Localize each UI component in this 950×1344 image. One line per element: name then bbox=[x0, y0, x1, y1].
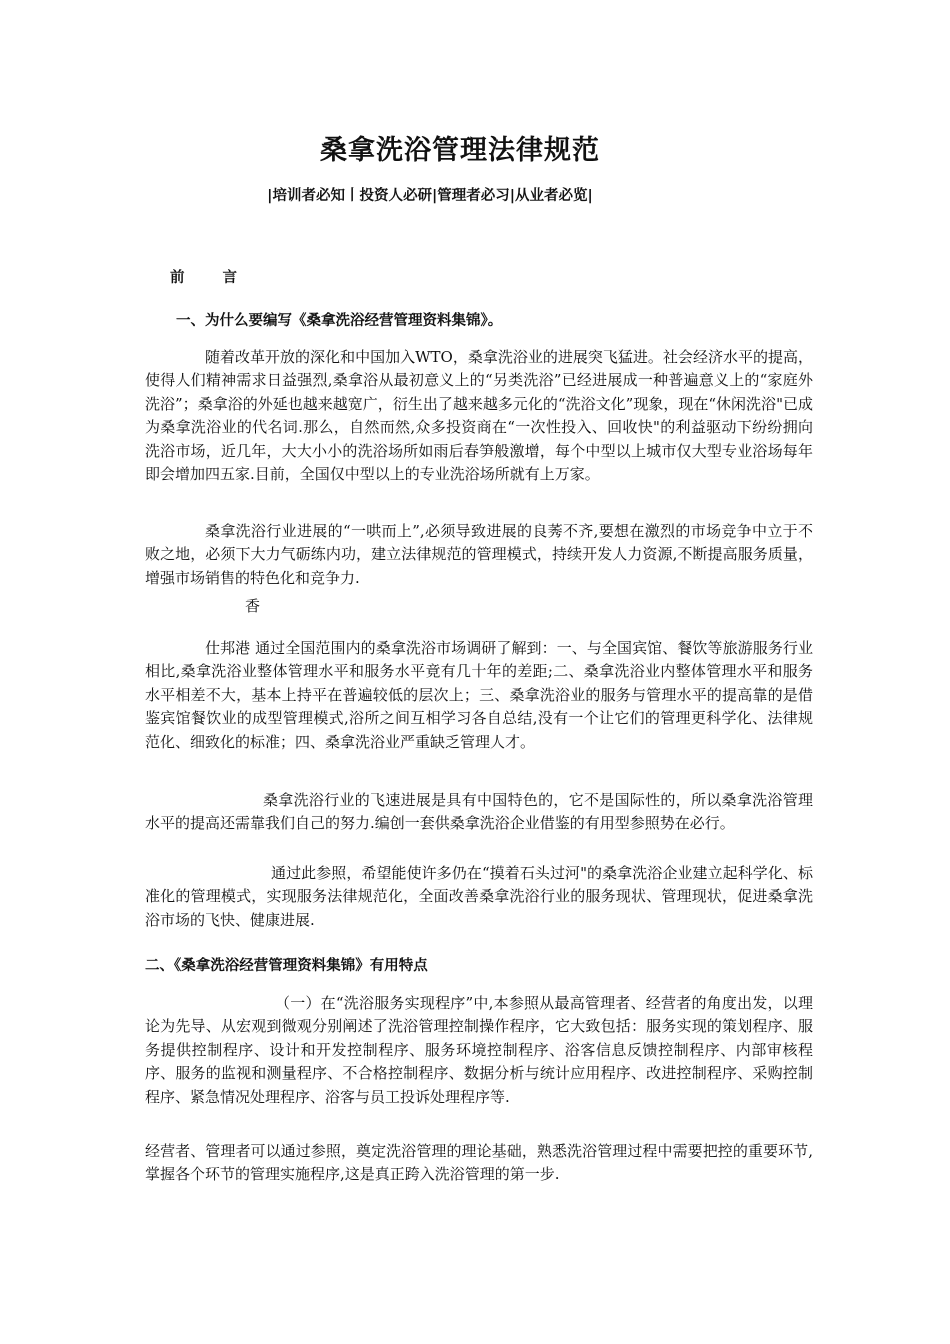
preface-first-char: 前 bbox=[170, 270, 185, 286]
paragraph-3: 香 bbox=[245, 597, 261, 615]
document-subtitle: |培训者必知丨投资人必研|管理者必习|从业者必览| bbox=[267, 188, 593, 204]
section-1-heading: 一、为什么要编写《桑拿洗浴经营管理资料集锦》。 bbox=[176, 313, 503, 329]
paragraph-6: 通过此参照，希望能使许多仍在“摸着石头过河"的桑拿洗浴企业建立起科学化、标准化的管理模式，实现服务法律规范化，全面改善桑拿洗浴行业的服务现状、管理现状，促进桑拿洗浴市场的飞快、健康进展. bbox=[145, 864, 813, 929]
preface-second-char: 言 bbox=[222, 270, 237, 286]
paragraph-7: （一）在“洗浴服务实现程序”中,本参照从最高管理者、经营者的角度出发，以理论为先导、从宏观到微观分别阐述了洗浴管理控制操作程序，它大致包括：服务实现的策划程序、服务提供控制程序、设计和开发控制程序、服务环境控制程序、浴客信息反馈控制程序、内部审核程序、服务的监视和测量程序、不合格控制程序、数据分析与统计应用程序、改进控制程序、采购控制程序、紧急情况处理程序、浴客与员工投诉处理程序等. bbox=[145, 994, 813, 1106]
preface-heading bbox=[170, 266, 237, 287]
document-title: 桑拿洗浴管理法律规范 bbox=[320, 135, 600, 166]
paragraph-2: 桑拿洗浴行业进展的“一哄而上”,必须导致进展的良莠不齐,要想在激烈的市场竞争中立于不败之地，必须下大力气砺练内功，建立法律规范的管理模式，持续开发人力资源,不断提高服务质量，增强市场销售的特色化和竞争力. bbox=[145, 522, 813, 587]
paragraph-1: 随着改革开放的深化和中国加入WTO，桑拿洗浴业的进展突飞猛进。社会经济水平的提高，使得人们精神需求日益强烈,桑拿浴从最初意义上的“另类洗浴”已经进展成一种普遍意义上的“家庭外洗浴”；桑拿浴的外延也越来越宽广，衍生出了越来越多元化的“洗浴文化”现象，现在“休闲洗浴"已成为桑拿洗浴业的代名词.那么，自然而然,众多投资商在“一次性投入、回收快"的利益驱动下纷纷拥向洗浴市场，近几年，大大小小的洗浴场所如雨后春笋般激增，每个中型以上城市仅大型专业浴场每年即会增加四五家.目前，全国仅中型以上的专业洗浴场所就有上万家。 bbox=[145, 348, 813, 484]
paragraph-4: 仕邦港 通过全国范围内的桑拿洗浴市场调研了解到：一、与全国宾馆、餐饮等旅游服务行业相比,桑拿洗浴业整体管理水平和服务水平竟有几十年的差距;二、桑拿洗浴业内整体管理水平和服务水平相差不大，基本上持平在普遍较低的层次上；三、桑拿洗浴业的服务与管理水平的提高靠的是借鉴宾馆餐饮业的成型管理模式,浴所之间互相学习各自总结,没有一个让它们的管理更科学化、法律规范化、细致化的标准；四、桑拿洗浴业严重缺乏管理人才。 bbox=[145, 639, 813, 751]
section-2-heading: 二、《桑拿洗浴经营管理资料集锦》有用特点 bbox=[145, 958, 428, 974]
paragraph-5: 桑拿洗浴行业的飞速进展是具有中国特色的，它不是国际性的，所以桑拿洗浴管理水平的提高还需靠我们自己的努力.编创一套供桑拿洗浴企业借鉴的有用型参照势在必行。 bbox=[145, 791, 813, 833]
paragraph-8: 经营者、管理者可以通过参照，奠定洗浴管理的理论基础，熟悉洗浴管理过程中需要把控的重要环节,掌握各个环节的管理实施程序,这是真正跨入洗浴管理的第一步. bbox=[145, 1142, 813, 1184]
